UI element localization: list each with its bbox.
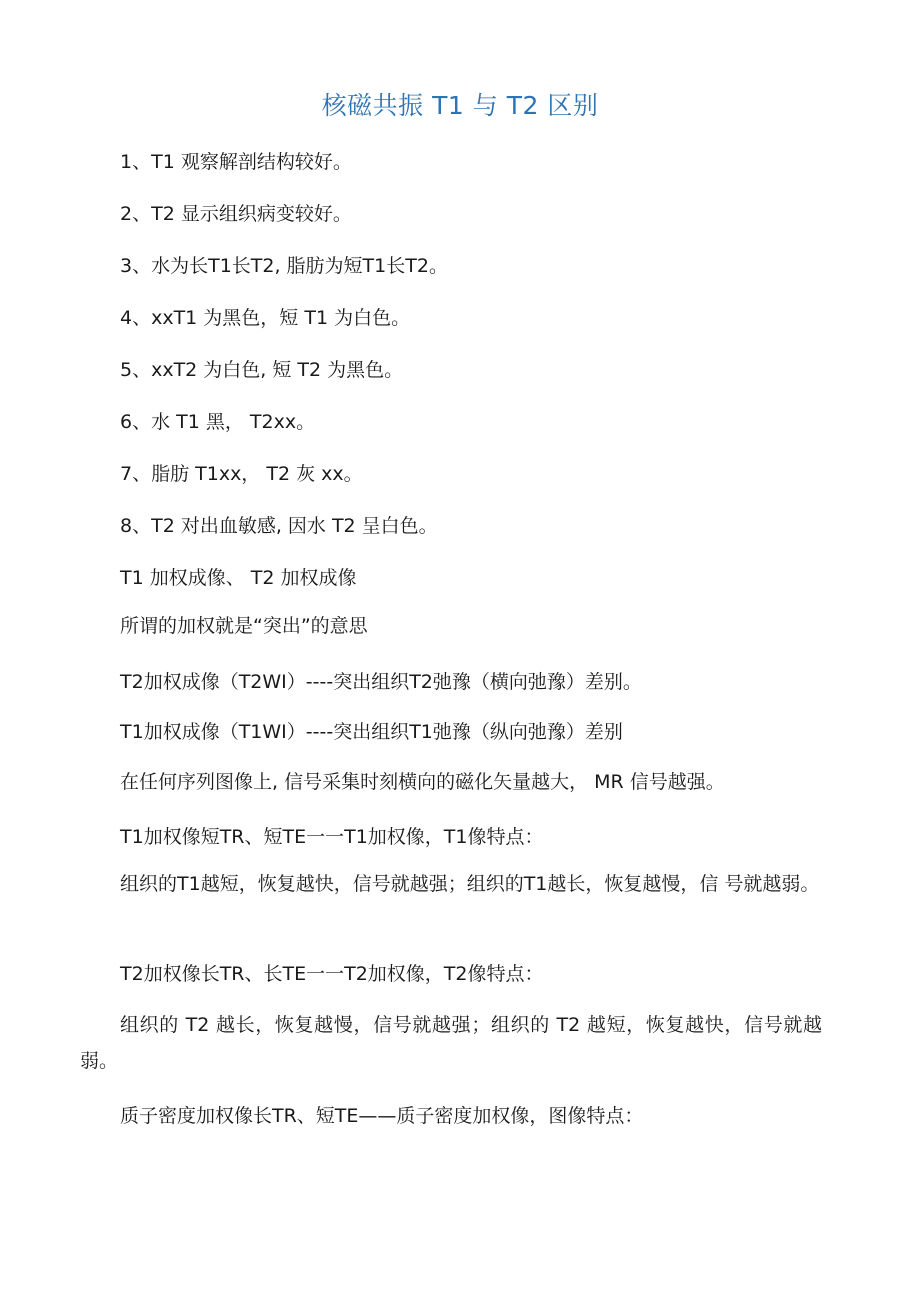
t1wi-line: T1加权成像（T1WI）----突出组织T1弛豫（纵向弛豫）差别 [120,721,623,743]
pd-heading: 质子密度加权像长TR、短TE——质子密度加权像，图像特点： [120,1105,644,1127]
list-item: 3、水为长T1长T2, 脂肪为短T1长T2。 [120,255,448,277]
list-item: 8、T2 对出血敏感, 因水 T2 呈白色。 [120,515,438,537]
list-item: 7、脂肪 T1xx， T2 灰 xx。 [120,463,363,485]
list-item: 1、T1 观察解剖结构较好。 [120,151,352,173]
weighted-heading: T1 加权成像、 T2 加权成像 [120,567,357,589]
weighted-meaning: 所谓的加权就是“突出”的意思 [120,615,368,637]
list-item: 2、T2 显示组织病变较好。 [120,203,352,225]
t2-paragraph: 组织的 T2 越长，恢复越慢，信号就越强；组织的 T2 越短，恢复越快，信号就越弱。 [80,1014,822,1072]
signal-line: 在任何序列图像上, 信号采集时刻横向的磁化矢量越大， MR 信号越强。 [120,771,725,793]
list-item: 6、水 T1 黑， T2xx。 [120,411,316,433]
t1-heading: T1加权像短TR、短TE一一T1加权像，T1像特点： [120,826,544,848]
t1-paragraph: 组织的T1越短，恢复越快，信号就越强；组织的T1越长，恢复越慢，信 号就越弱。 [120,873,820,895]
document-title: 核磁共振 T1 与 T2 区别 [321,91,599,120]
list-item: 5、xxT2 为白色, 短 T2 为黑色。 [120,359,404,381]
list-item: 4、xxT1 为黑色，短 T1 为白色。 [120,307,411,329]
t2wi-line: T2加权成像（T2WI）----突出组织T2弛豫（横向弛豫）差别。 [120,671,642,693]
t2-heading: T2加权像长TR、长TE一一T2加权像，T2像特点： [120,963,544,985]
